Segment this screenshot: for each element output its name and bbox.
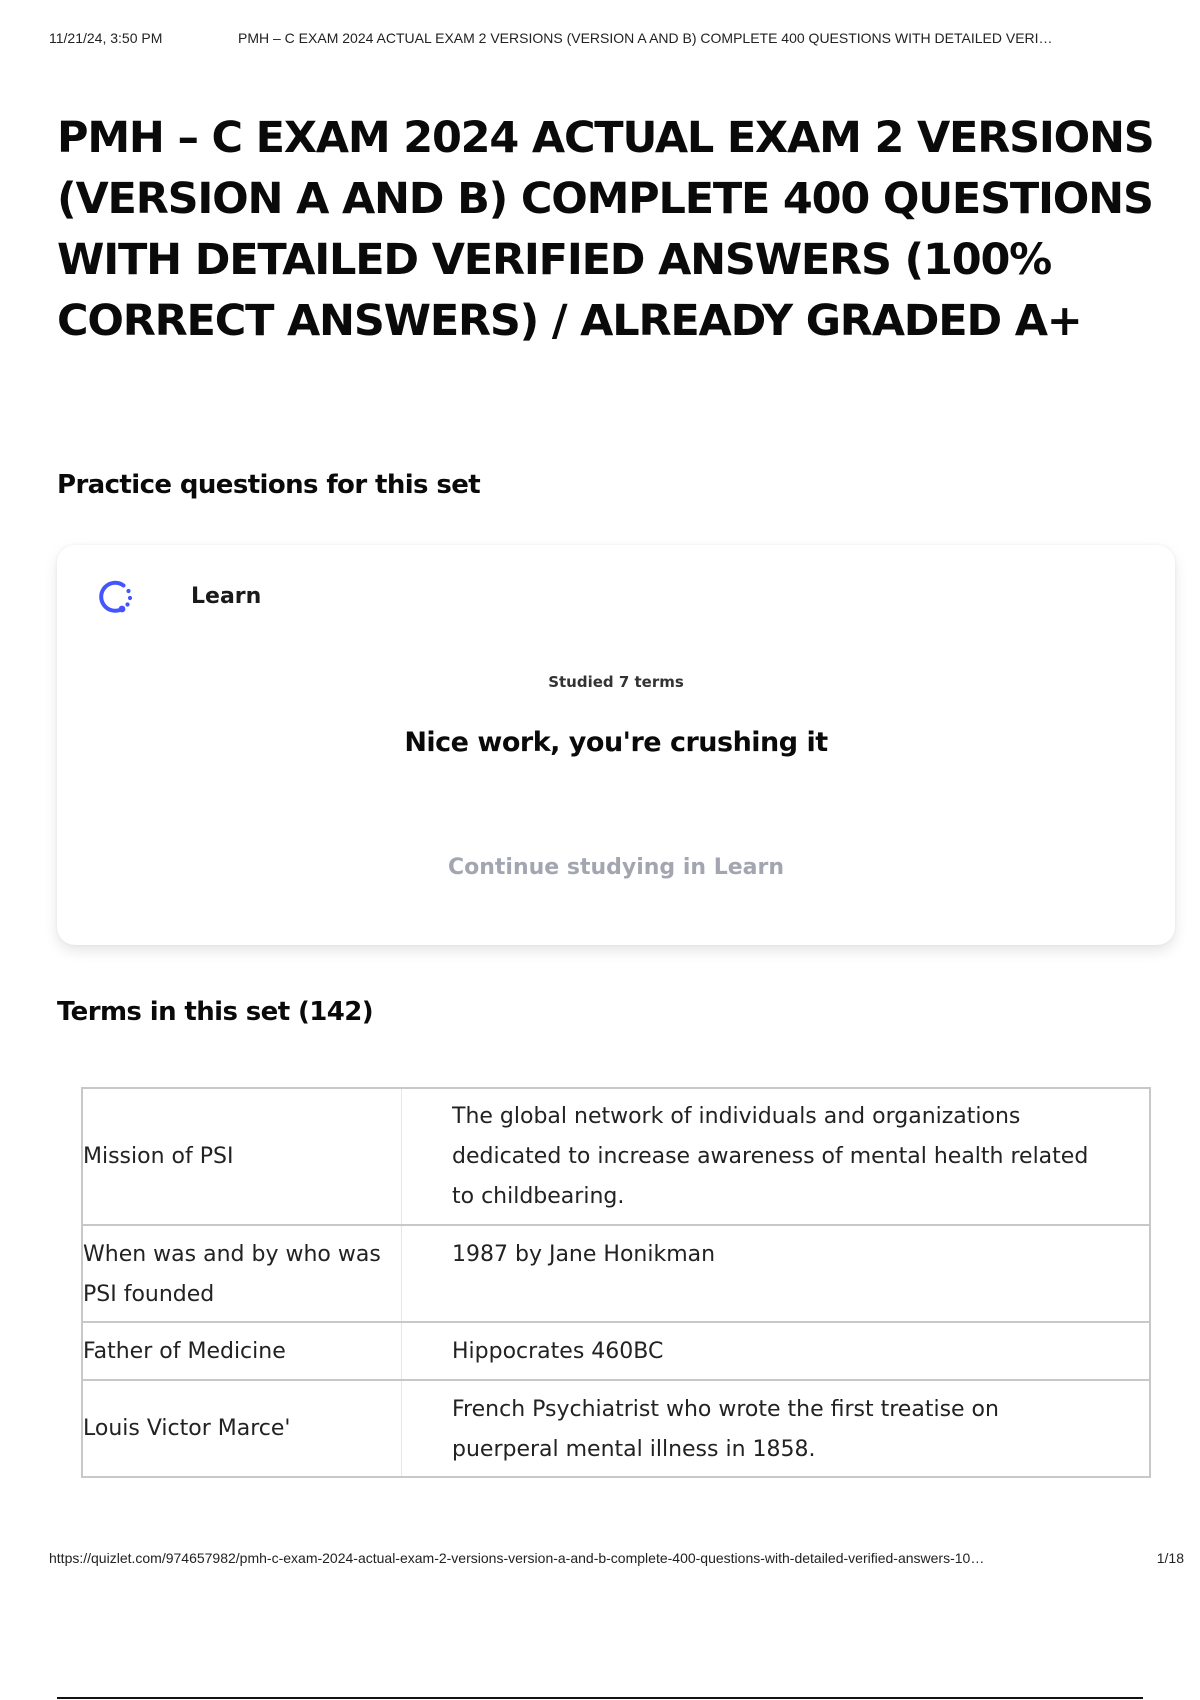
- practice-heading: Practice questions for this set: [57, 470, 481, 500]
- print-date: 11/21/24, 3:50 PM: [49, 30, 163, 46]
- page-url: https://quizlet.com/974657982/pmh-c-exam-2024-actual-exam-2-versions-version-a-and-b-complete-400-questions-with-detailed-verified-answers-10…: [49, 1550, 985, 1566]
- studied-count: Studied 7 terms: [548, 673, 684, 691]
- progress-message: Nice work, you're crushing it: [404, 727, 828, 758]
- term-text: When was and by who was PSI founded: [83, 1242, 381, 1307]
- term-row: [81, 1379, 1151, 1478]
- terms-table: [81, 1087, 1151, 1478]
- divider: [57, 1697, 1143, 1699]
- page-title: PMH – C EXAM 2024 ACTUAL EXAM 2 VERSIONS (VERSION A AND B) COMPLETE 400 QUESTIONS WITH DETAILED VERIFIED ANSWERS (100% CORRECT ANSWERS) / ALREADY GRADED A+: [57, 113, 1154, 346]
- term-row: [81, 1321, 1151, 1381]
- definition-text: 1987 by Jane Honikman: [452, 1242, 716, 1267]
- term-text: Louis Victor Marce': [83, 1416, 291, 1441]
- definition-text: French Psychiatrist who wrote the first treatise on puerperal mental illness in 1858.: [452, 1397, 999, 1462]
- definition-text: The global network of individuals and organizations dedicated to increase awareness of mental health related to childbearing.: [452, 1104, 1089, 1209]
- term-row: [81, 1224, 1151, 1323]
- term-text: Mission of PSI: [83, 1144, 234, 1169]
- term-text: Father of Medicine: [83, 1339, 286, 1364]
- print-footer: [49, 1550, 1184, 1570]
- print-doc-title: PMH – C EXAM 2024 ACTUAL EXAM 2 VERSIONS (VERSION A AND B) COMPLETE 400 QUESTIONS WITH DETAILED VERI…: [238, 30, 1053, 46]
- learn-card: [57, 545, 1175, 945]
- term-row: [81, 1087, 1151, 1226]
- continue-learn-link[interactable]: Continue studying in Learn: [447, 855, 784, 880]
- terms-heading: Terms in this set (142): [57, 997, 374, 1027]
- print-header: [49, 30, 1172, 50]
- learn-label: Learn: [191, 584, 262, 609]
- learn-progress-icon: [95, 577, 135, 617]
- definition-text: Hippocrates 460BC: [452, 1339, 664, 1364]
- page-number: 1/18: [1156, 1550, 1184, 1566]
